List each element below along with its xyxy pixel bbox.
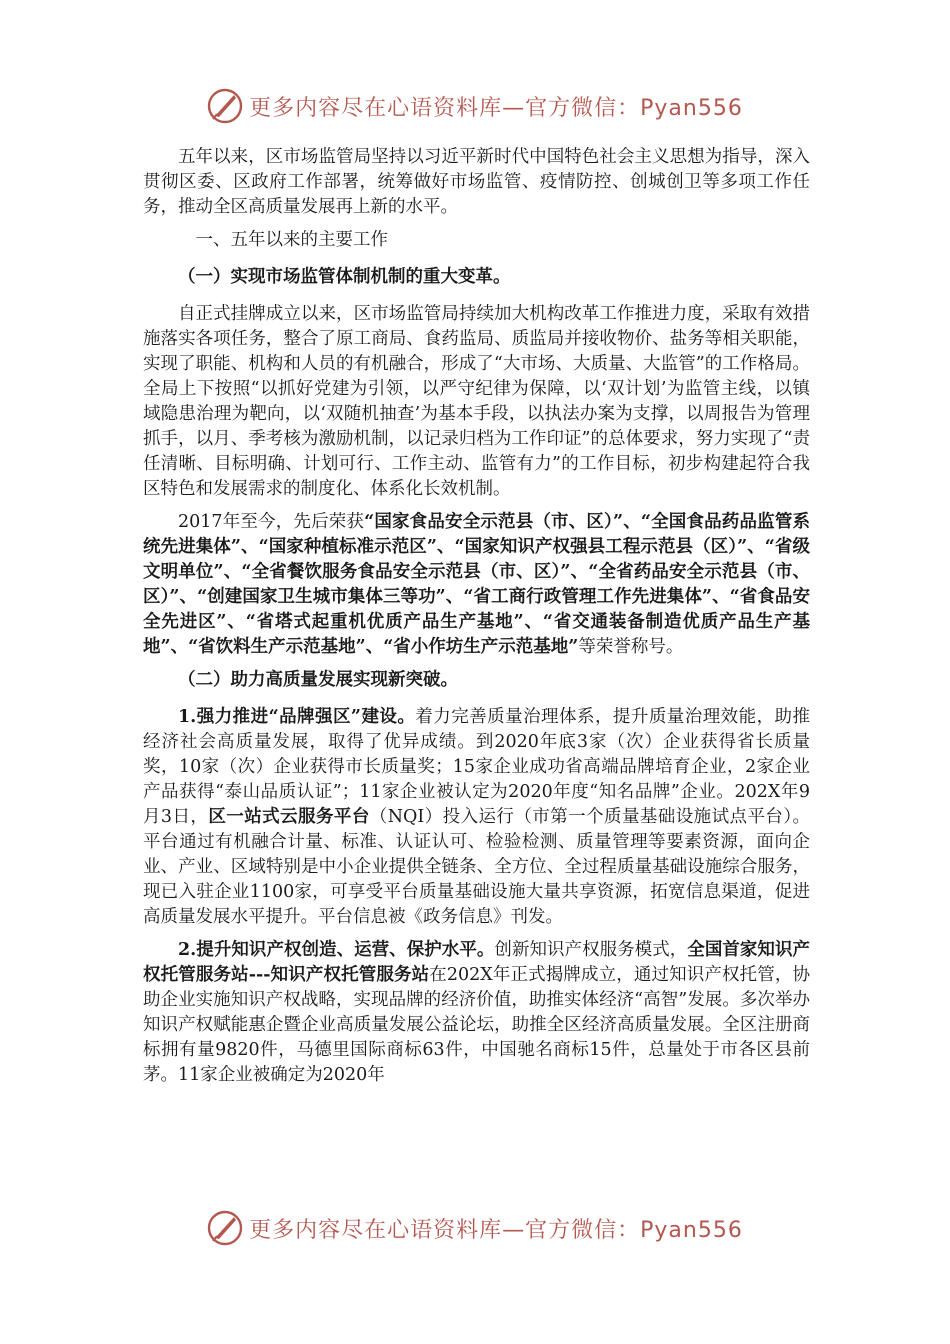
item2-text-a: 创新知识产权服务模式，: [494, 940, 688, 960]
document-body: [143, 145, 810, 1096]
paragraph-reform: 自正式挂牌成立以来，区市场监管局持续加大机构改革工作推进力度，采取有效措施落实各项任务，整合了原工商局、食药监局、质监局并接收物价、盐务等相关职能，实现了职能、机构和人员的有机融合，形成了“大市场、大质量、大监管”的工作格局。全局上下按照“以抓好党建为引领，以严守纪律为保障，以‘双计划’为监管主线，以镇域隐患治理为靶向，以‘双随机抽查’为基本手段，以执法办案为支撑，以周报告为管理抓手，以月、季考核为激励机制，以记录归档为工作印证”的总体要求，努力实现了“责任清晰、目标明确、计划可行、工作主动、监管有力”的工作目标，初步构建起符合我区特色和发展需求的制度化、体系化长效机制。: [143, 304, 810, 499]
quill-logo-icon: [207, 1210, 243, 1246]
bottom-banner: [0, 1208, 950, 1248]
honors-list: “国家食品安全示范县（市、区）”、“全国食品药品监管系统先进集体”、“国家种植标准示范区”、“国家知识产权强县工程示范县（区）”、“省级文明单位”、“全省餐饮服务食品安全示范县（市、区）”、“全省药品安全示范县（市、区）”、“创建国家卫生城市集体三等功”、“省工商行政管理工作先进集体”、“省食品安全先进区”、“省塔式起重机优质产品生产基地”、“省交通装备制造优质产品生产基地”、“省饮料生产示范基地”、“省小作坊生产示范基地”: [143, 512, 810, 657]
item1-text-c: （NQI）投入运行（市第一个质量基础设施试点平台）。平台通过有机融合计量、标准、认证认可、检验检测、质量管理等要素资源，面向企业、产业、区域特别是中小企业提供全链条、全方位、全过程质量基础设施综合服务，现已入驻企业1100家，可享受平台质量基础设施大量共享资源，拓宽信息渠道，促进高质量发展水平提升。平台信息被《政务信息》刊发。: [143, 807, 811, 927]
banner-text: 更多内容尽在心语资料库—官方微信：Pyan556: [249, 95, 743, 121]
section-heading: 一、五年以来的主要工作: [195, 230, 388, 250]
intro-paragraph: 五年以来，区市场监管局坚持以习近平新时代中国特色社会主义思想为指导，深入贯彻区委、区政府工作部署，统筹做好市场监管、疫情防控、创城创卫等多项工作任务，推动全区高质量发展再上新的水平。: [143, 147, 810, 217]
honors-lead: 2017年至今，先后荣获: [178, 512, 365, 532]
item2-heading: 2.提升知识产权创造、运营、保护水平。: [178, 940, 495, 960]
top-banner: [0, 86, 950, 126]
paragraph-honors: [143, 510, 810, 660]
banner-text: 更多内容尽在心语资料库—官方微信：Pyan556: [249, 1217, 743, 1243]
item2-bold: 全国首家知识产权托管服务站---知识产权托管服务站: [143, 940, 811, 985]
subsection-heading-1: （一）实现市场监管体制机制的重大变革。: [178, 267, 511, 287]
paragraph-brand: [143, 705, 810, 930]
item2-text-c: 在202X年正式揭牌成立，通过知识产权托管，协助企业实施知识产权战略，实现品牌的经济价值，助推实体经济“高智”发展。多次举办知识产权赋能惠企暨企业高质量发展公益论坛，助推全区经济高质量发展。全区注册商标拥有量9820件，马德里国际商标63件，中国驰名商标15件，总量处于市各区县前茅。11家企业被确定为2020年: [143, 965, 810, 1085]
item1-bold: 区一站式云服务平台: [208, 807, 370, 827]
honors-tail: 等荣誉称号。: [578, 637, 684, 657]
paragraph-ip: [143, 938, 810, 1088]
item1-text-a: 着力完善质量治理体系，提升质量治理效能，助推经济社会高质量发展，取得了优异成绩。到2020年底3家（次）企业获得省长质量奖，10家（次）企业获得市长质量奖；15家企业成功省高端品牌培育企业，2家企业产品获得“泰山品质认证”；11家企业被认定为2020年度“知名品牌”企业。202X年9月3日，: [143, 707, 810, 827]
item1-heading: 1.强力推进“品牌强区”建设。: [178, 707, 416, 727]
quill-logo-icon: [207, 88, 243, 124]
subsection-heading-2: （二）助力高质量发展实现新突破。: [178, 670, 458, 690]
